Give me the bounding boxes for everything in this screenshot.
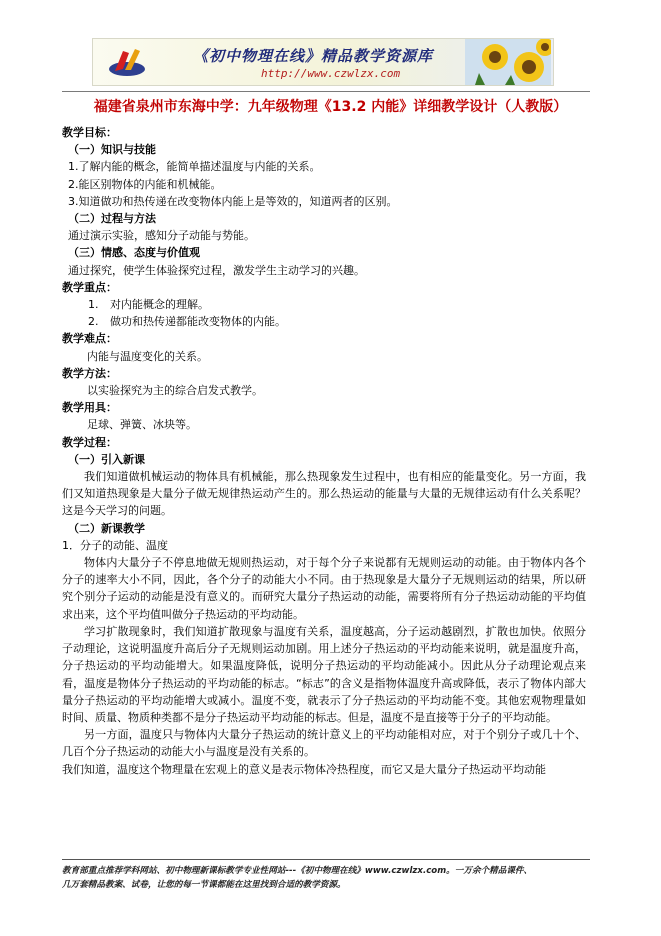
footer-line: 几万套精品教案、试卷，让您的每一节课都能在这里找到合适的教学资源。	[62, 880, 346, 890]
body-paragraph: 学习扩散现象时，我们知道扩散现象与温度有关系，温度越高，分子运动越剧烈，扩散也加快。依照分子动理论，这说明温度升高后分子无规则运动加剧。用上述分子热运动的平均动能来说明，就是温度升高，分子热运动的平均动能增大。如果温度降低，说明分子热运动的平均动能减小。因此从分子动理论观点来看，温度是物体分子热运动的平均动能的标志。“标志”的含义是指物体温度升高或降低，表示了物体内部大量分子热运动的平均动能增大或减小。温度不变，就表示了分子热运动的平均动能不变。其他宏观物理量如时间、质量、物质种类都不是分子热运动平均动能的标志。但是，温度不是直接等于分子的平均动能。	[62, 624, 586, 724]
key-points-heading: 教学重点：	[62, 280, 117, 294]
page-footer	[62, 864, 592, 892]
body-paragraph: 我们知道，温度这个物理量在宏观上的意义是表示物体冷热程度，而它又是大量分子热运动平均动能	[62, 762, 546, 776]
footer-line: 教育部重点推荐学科网站、初中物理新课标教学专业性网站---《初中物理在线》www.czwlzx.com。一万余个精品课件、	[62, 866, 533, 876]
banner-title: 《初中物理在线》精品教学资源库	[193, 47, 434, 65]
site-logo-icon	[107, 45, 147, 79]
goals-heading: 教学目标：	[62, 126, 117, 139]
tools-text: 足球、弹簧、冰块等。	[87, 418, 197, 432]
document-title: 福建省泉州市东海中学：九年级物理《13.2 内能》详细教学设计（人教版）	[93, 99, 568, 115]
body-paragraph: 另一方面，温度只与物体内大量分子热运动的统计意义上的平均动能相对应，对于个别分子或几十个、几百个分子热运动的动能大小与温度是没有关系的。	[62, 728, 586, 759]
emotion-text: 通过探究，使学生体验探究过程，激发学生主动学习的兴趣。	[68, 263, 365, 277]
process-text: 通过演示实验，感知分子动能与势能。	[68, 229, 255, 243]
procedure-heading: 教学过程：	[62, 435, 117, 449]
document-body	[62, 124, 586, 778]
difficulty-heading: 教学难点：	[62, 332, 117, 346]
knowledge-heading: （一）知识与技能	[68, 143, 156, 157]
intro-heading: （一）引入新课	[68, 452, 145, 466]
header-divider	[62, 91, 590, 92]
key-point-item: 2. 做功和热传递都能改变物体的内能。	[88, 315, 286, 329]
knowledge-item: 1.了解内能的概念，能简单描述温度与内能的关系。	[68, 160, 321, 174]
footer-divider	[62, 859, 590, 860]
intro-paragraph: 我们知道做机械运动的物体具有机械能，那么热现象发生过程中，也有相应的能量变化。另一方面，我们又知道热现象是大量分子做无规律热运动产生的。那么热运动的能量与大量的无规律运动有什么关系呢？这是今天学习的问题。	[62, 470, 586, 518]
section-subheading: 1．分子的动能、温度	[62, 538, 168, 552]
difficulty-text: 内能与温度变化的关系。	[87, 349, 208, 363]
tools-heading: 教学用具：	[62, 401, 117, 415]
new-lesson-heading: （二）新课教学	[68, 521, 145, 535]
method-heading: 教学方法：	[62, 366, 117, 380]
emotion-heading: （三）情感、态度与价值观	[68, 246, 200, 260]
process-heading: （二）过程与方法	[68, 212, 156, 226]
header-banner	[92, 38, 554, 86]
key-point-item: 1. 对内能概念的理解。	[88, 298, 209, 312]
body-paragraph: 物体内大量分子不停息地做无规则热运动，对于每个分子来说都有无规则运动的动能。由于物体内各个分子的速率大小不同，因此，各个分子的动能大小不同。由于热现象是大量分子无规则运动的结果，所以研究个别分子运动的动能是没有意义的。而研究大量分子热运动的动能，需要将所有分子热运动动能的平均值求出来，这个平均值叫做分子热运动的平均动能。	[62, 556, 586, 621]
knowledge-item: 2.能区别物体的内能和机械能。	[68, 177, 222, 191]
sunflower-icon	[465, 39, 551, 85]
method-text: 以实验探究为主的综合启发式教学。	[87, 384, 263, 398]
knowledge-item: 3.知道做功和热传递在改变物体内能上是等效的，知道两者的区别。	[68, 194, 398, 208]
banner-url[interactable]: http://www.czwlzx.com	[261, 67, 401, 80]
